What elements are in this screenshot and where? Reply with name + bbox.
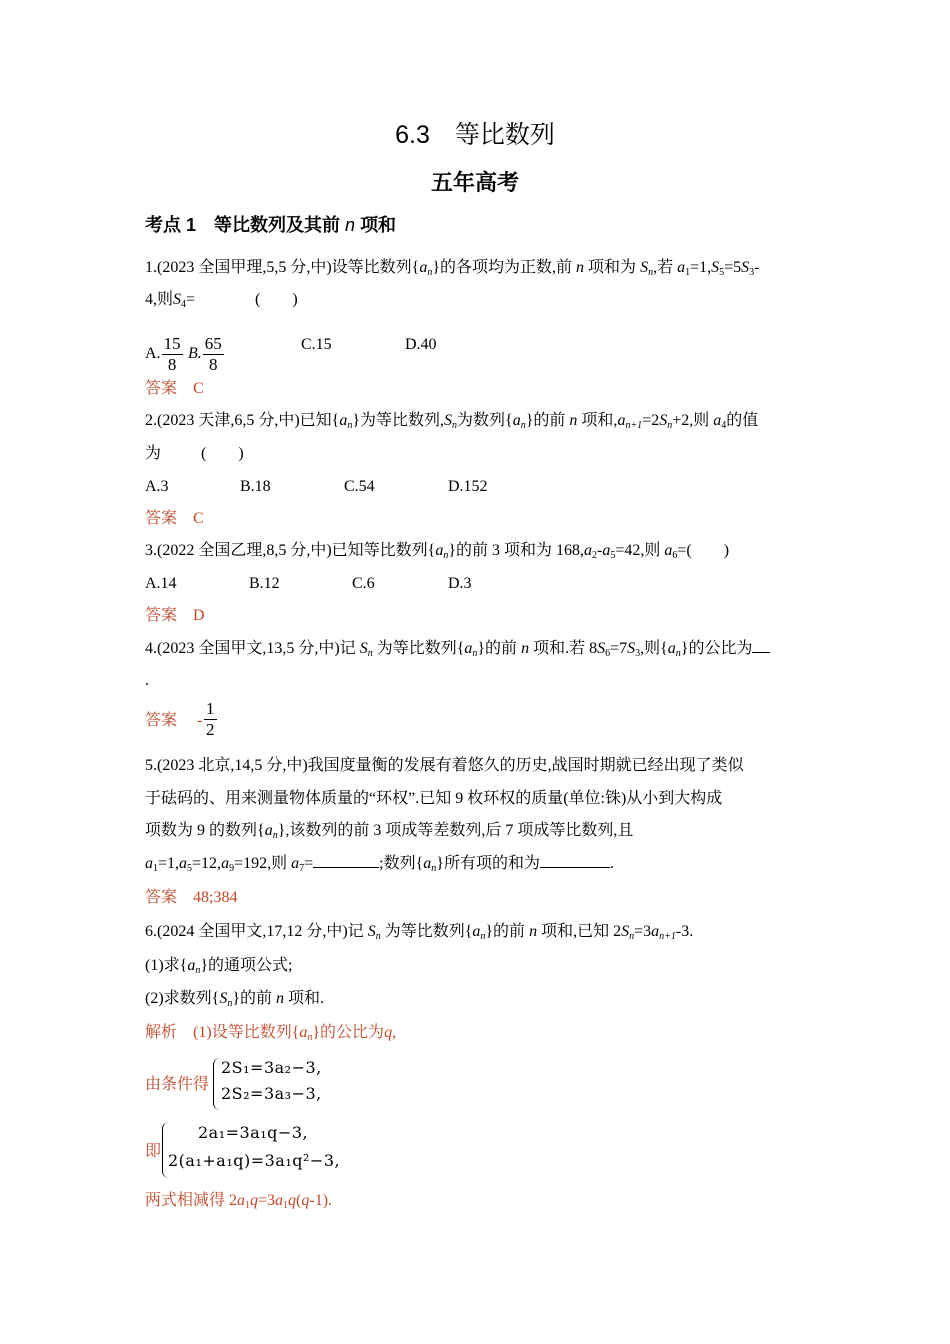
q1-line2: 4,则$S_4=$ ( ) — [145, 291, 298, 310]
q2-option-d: D.152 — [448, 478, 488, 495]
system1-row1: 2S₁=3a₂−3, — [221, 1058, 322, 1077]
q5-line3: 项数为 9 的数列$\{a_n\}$,该数列的前 3 项成等差数列,后 7 项成等比数列,且 — [145, 822, 634, 841]
system1-row2: 2S₂=3a₃−3, — [221, 1084, 322, 1103]
q2-option-b: B.18 — [240, 478, 271, 495]
q1-option-a: A. $\frac{15}{8}$ — [145, 334, 181, 374]
subtract-line: 两式相减得 $2a_1q=3a_1q(q-1)$. — [145, 1192, 333, 1211]
system1-brace — [213, 1058, 220, 1110]
q2-answer: 答案 C — [145, 510, 204, 527]
ji-label: 即 — [145, 1143, 162, 1160]
q5-line2: 于砝码的、用来测量物体质量的“环权”.已知 9 枚环权的质量(单位:铢)从小到大构成 — [145, 790, 723, 807]
q1-line1: 1.(2023 全国甲理,5,5 分,中)设等比数列$\{a_n\}$的各项均为正数,前 n 项和为 $S_n$,若 $a_1=1,S_5=5S_3-$ — [145, 259, 760, 278]
q2-option-a: A.3 — [145, 478, 169, 495]
q5-line4: $a_1=1,a_5=12,a_9=192$,则 $a_7=$ ;数列$\{a_n\}$所有项的和为 . — [145, 855, 614, 874]
q6-part2: (2)求数列$\{S_n\}$的前 n 项和. — [145, 990, 325, 1009]
q6-part1: (1)求$\{a_n\}$的通项公式; — [145, 957, 293, 976]
q3-option-a: A.14 — [145, 575, 177, 592]
q1-option-c: C.15 — [301, 336, 332, 353]
q3-answer: 答案 D — [145, 607, 205, 624]
q3-option-c: C.6 — [352, 575, 375, 592]
q2-line1: 2.(2023 天津,6,5 分,中)已知$\{a_n\}$为等比数列$,S_n$为数列$\{a_n\}$的前 n 项和$,a_{n+1}=2S_n+2$,则 $a_4$的值 — [145, 412, 759, 431]
q2-line2: 为 ( ) — [145, 445, 244, 462]
q3-option-d: D.3 — [448, 575, 472, 592]
subtitle: 五年高考 — [430, 170, 519, 195]
section-heading: 考点 1 等比数列及其前 n 项和 — [145, 215, 397, 235]
q3-line1: 3.(2022 全国乙理,8,5 分,中)已知等比数列$\{a_n\}$的前 3 项和为 $168,a_2-a_5=42$,则 $a_6=$( ) — [145, 542, 730, 561]
q1-options — [145, 322, 810, 374]
q4-line1: 4.(2023 全国甲文,13,5 分,中)记 $S_n$ 为等比数列$\{a_n\}$的前 n 项和.若 $8S_6=7S_3$,则$\{a_n\}$的公比为 — [145, 638, 810, 660]
q4-line2: . — [145, 672, 149, 689]
q1-option-d: D.40 — [405, 336, 437, 353]
q1-option-b: B. $\frac{65}{8}$ — [188, 334, 222, 374]
q1-answer: 答案 C — [145, 380, 204, 397]
chapter-title: 6.3 等比数列 — [395, 121, 555, 149]
q5-line1: 5.(2023 北京,14,5 分,中)我国度量衡的发展有着悠久的历史,战国时期就已经出现了类似 — [145, 757, 744, 774]
q6-solution-line1: 解析 (1)设等比数列$\{a_n\}$的公比为q, — [145, 1024, 397, 1043]
cond-label: 由条件得 — [145, 1076, 210, 1093]
q6-line1: 6.(2024 全国甲文,17,12 分,中)记 $S_n$ 为等比数列$\{a_n\}$的前 n 项和,已知 $2S_n=3a_{n+1}-3$. — [145, 923, 694, 942]
system2-row2: 2(a₁+a₁q)=3a₁q²−3, — [168, 1151, 341, 1170]
q4-answer: 答案 - $\frac{1}{2}$ — [145, 699, 215, 739]
q2-option-c: C.54 — [344, 478, 375, 495]
system2-row1: 2a₁=3a₁q−3, — [198, 1123, 309, 1142]
q5-answer: 答案 48;384 — [145, 889, 238, 906]
q3-option-b: B.12 — [249, 575, 280, 592]
